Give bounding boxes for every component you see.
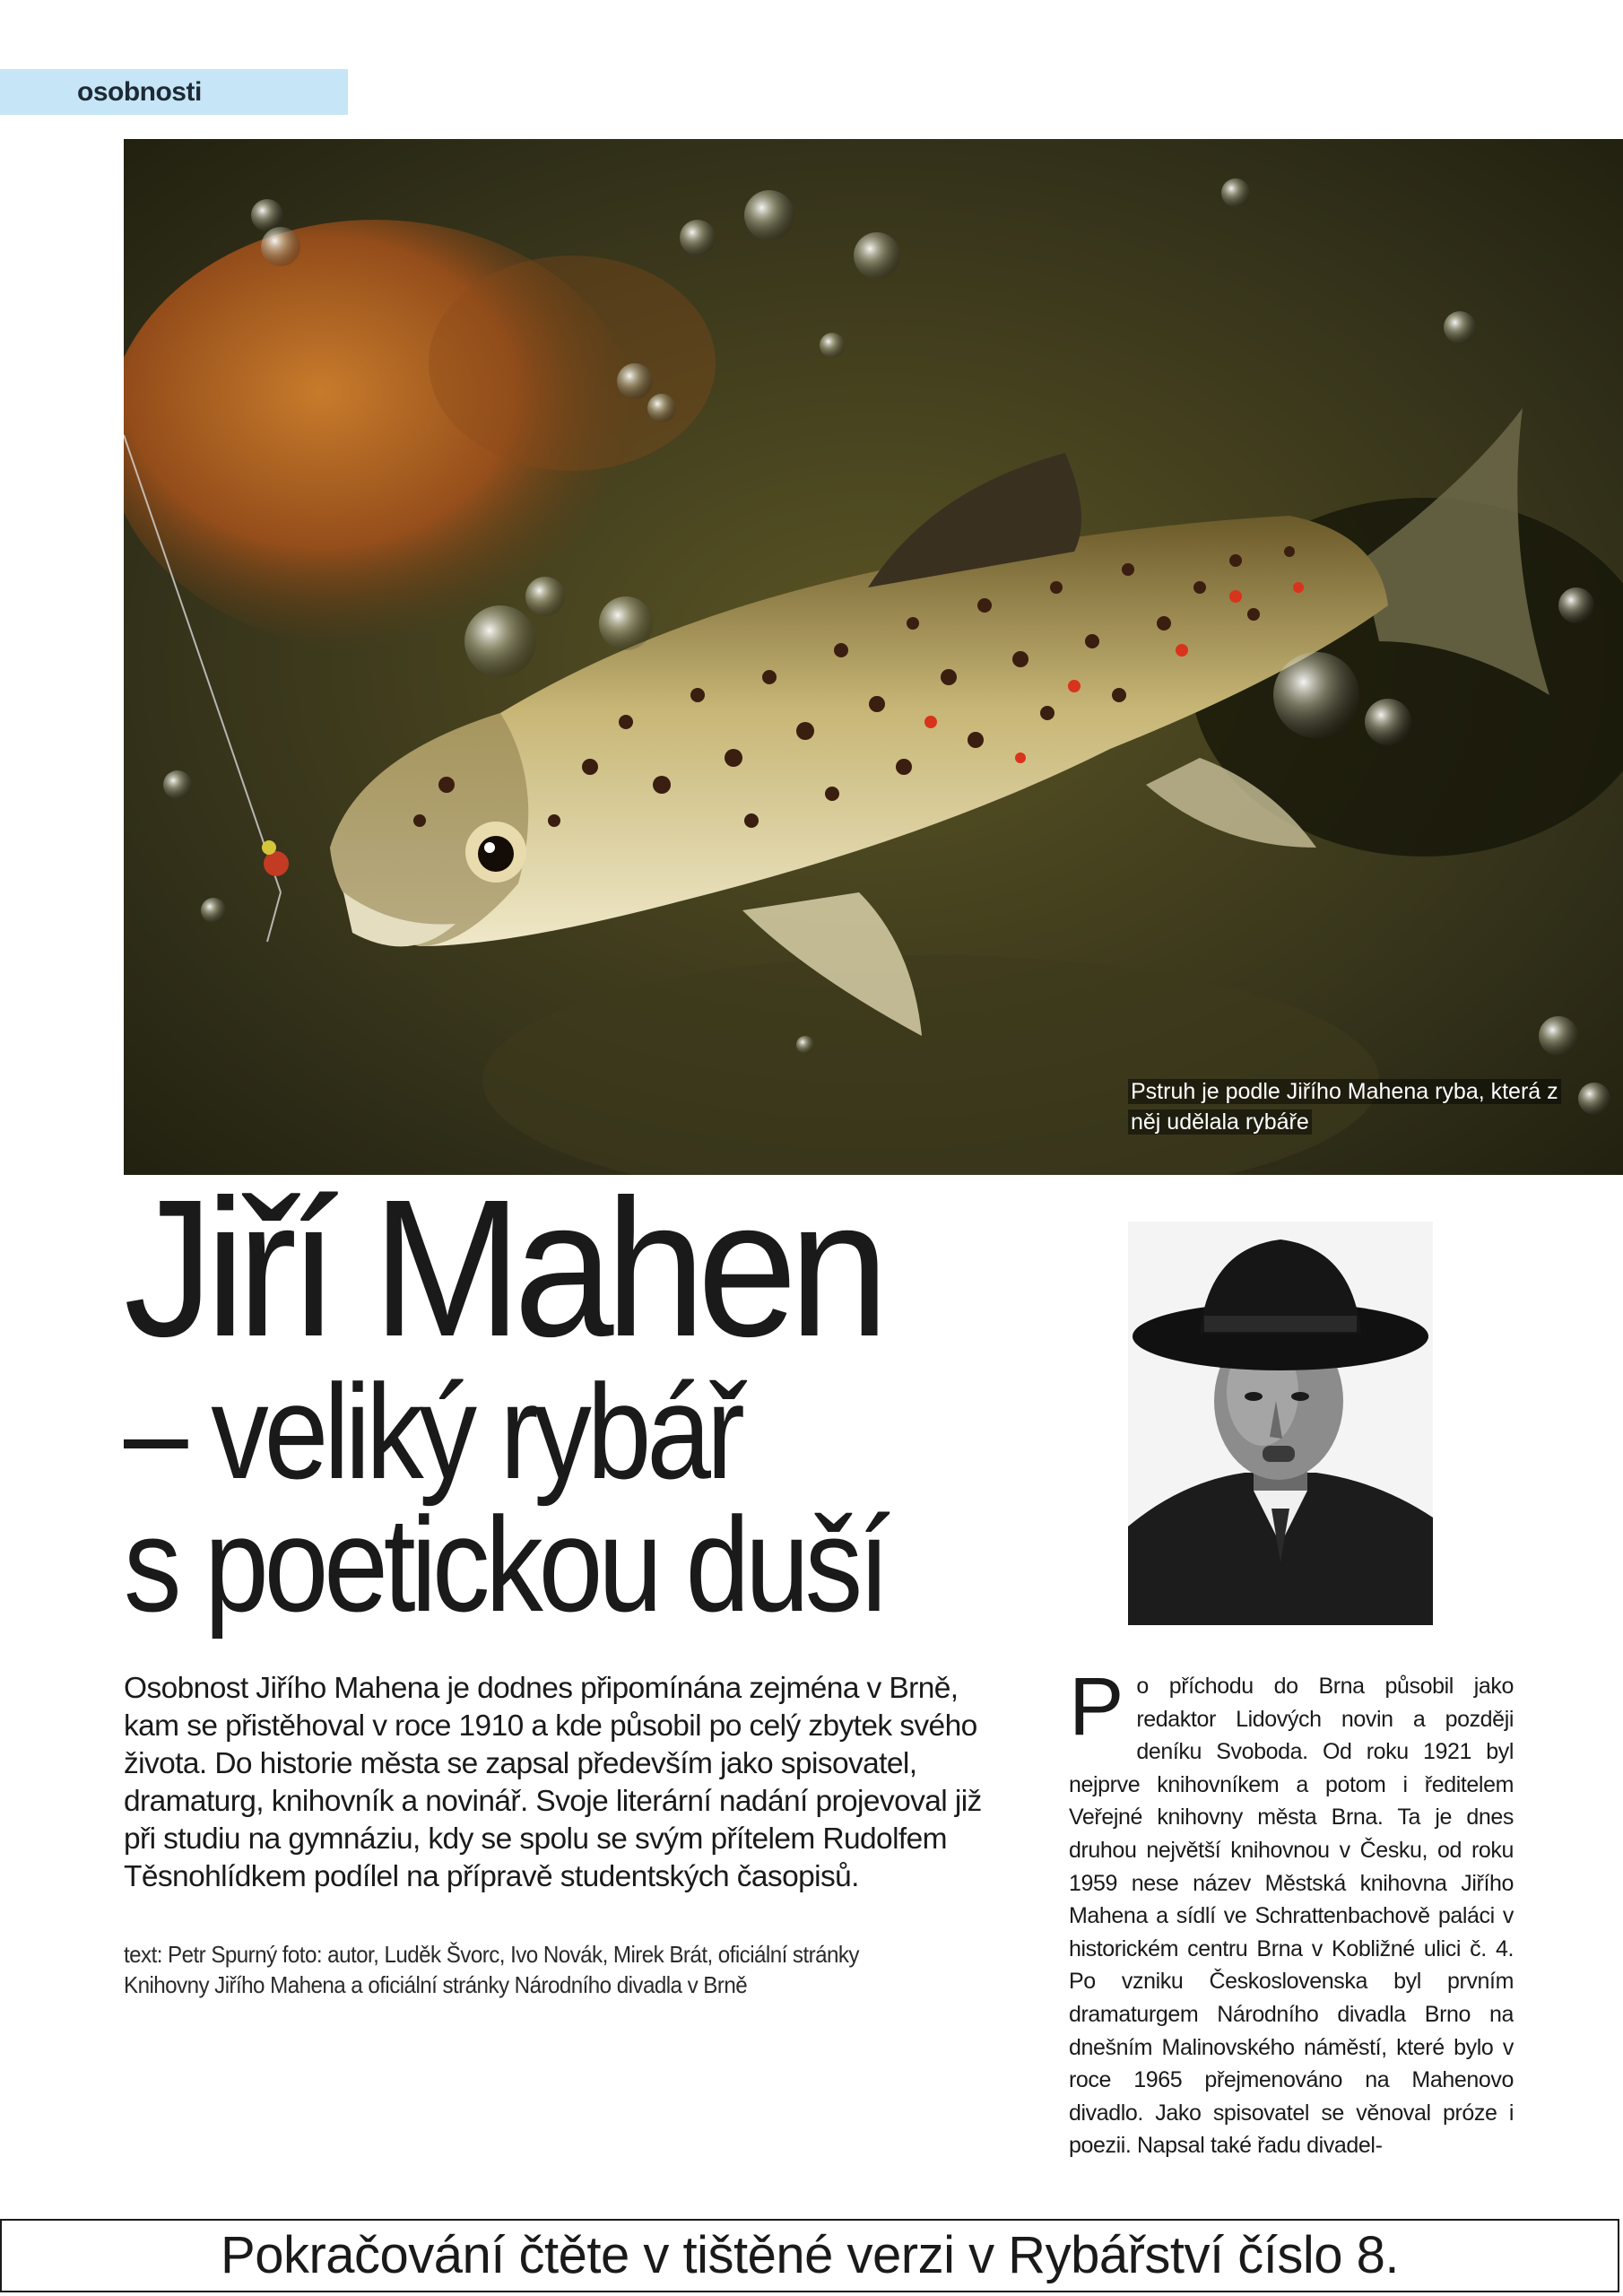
- article-credits: text: Petr Spurný foto: autor, Luděk Švorc, Ivo Novák, Mirek Brát, oficiální stránky Knihovny Jiřího Mahena a oficiální stránky Národního divadla v Brně: [124, 1941, 859, 1998]
- continuation-text: Pokračování čtěte v tištěné verzi v Rybářství číslo 8.: [221, 2226, 1399, 2284]
- article-title: Jiří Mahen: [124, 1160, 881, 1378]
- article-body-column: [1069, 1670, 1514, 2172]
- section-tag-label: osobnosti: [77, 77, 202, 107]
- hero-caption: [1128, 1076, 1576, 1137]
- article-lead: Osobnost Jiřího Mahena je dodnes připomínána zejména v Brně, kam se přistěhoval v roce 1910 a kde působil po celý zbytek svého života. Do historie města se zapsal především jako spisovatel, dramaturg, knihovník a novinář. Svoje literární nadání projevoval již při studiu na gymnáziu, kdy se spolu se svým přítelem Rudolfem Těsnohlídkem podílel na přípravě studentských časopisů.: [124, 1672, 982, 1893]
- section-tag: [0, 69, 348, 115]
- body-text: o příchodu do Brna působil jako redaktor Lidových novin a později deníku Svoboda. Od roku 1921 byl nejprve knihovníkem a potom i ředitelem Veřejné knihovny města Brna. Ta je dnes druhou největší knihovnou v Česku, od roku 1959 nese název Městská knihovna Jiřího Mahena a sídlí ve Schrattenbachově paláci v historickém centru Brna v Kobližné ulici č. 4. Po vzniku Československa byl prvním dramaturgem Národního divadla Brno na dnešním Malinovského náměstí, které bylo v roce 1965 přejmenováno na Mahenovo divadlo. Jako spisovatel se věnoval próze i poezii. Napsal také řadu divadel-: [1069, 1674, 1514, 2159]
- trout-photo-illustration: [124, 139, 1623, 1175]
- article-subtitle-line-2: s poetickou duší: [124, 1489, 886, 1639]
- continuation-banner: [0, 2219, 1619, 2292]
- hero-photo: [124, 139, 1623, 1175]
- portrait-illustration: [1128, 1222, 1433, 1625]
- body-dropcap: P: [1069, 1670, 1124, 1752]
- portrait-photo: [1128, 1222, 1433, 1625]
- article-subtitle: [124, 1356, 886, 1639]
- article-subtitle-line-1: – veliký rybář: [124, 1356, 741, 1507]
- hero-caption-text: Pstruh je podle Jiřího Mahena ryba, která z něj udělala rybáře: [1128, 1079, 1561, 1135]
